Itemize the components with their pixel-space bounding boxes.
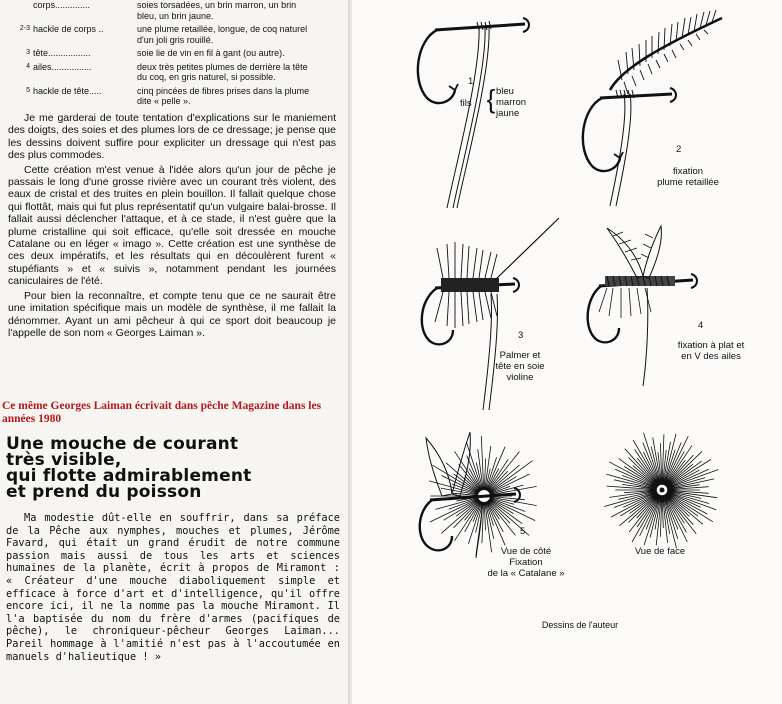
color-label: jaune — [496, 108, 520, 119]
caption-line: fixation à plat et — [677, 340, 745, 351]
caption-line: Vue de face — [634, 546, 686, 557]
paragraph: Ma modestie dût-elle en souffrir, dans sa préface de la Pêche aux nymphes, mouches et plumes, Jérôme Favard, qui était un grand érudit de notre commune passion mais aussi de tous les arts et sciences humaines de la planète, écrit à propos de Miramont : « Créateur d'une mouche diaboliquement simple et efficace à force d'art et d'intelligence, qu'il offre encore ici, il ne la nomme pas la mouche Miramont. Il l'a baptisée du nom du frère d'armes (pacifiques de pêche), le chroniqueur-pêcheur Georges Laiman... Pareil hommage à l'amitié n'est pas à l'accoutumée en manuels d'halieutique ! » — [6, 512, 340, 663]
figure-2-number: 2 — [676, 144, 682, 155]
paragraph: Pour bien la reconnaître, et compte tenu que ce ne saurait être une imitation spécifique mais un modèle de synthèse, il me fallait la dénommer. Ayant un ami pêcheur à qui ce sport doit beaucoup je l'appelle de son nom « Georges Laiman ». — [8, 289, 336, 339]
legend-term: hackle de tête..... — [33, 85, 102, 96]
headline-line: Une mouche de courant — [6, 434, 239, 454]
legend-term: hackle de corps .. — [33, 24, 104, 34]
figure-3-number: 3 — [518, 330, 524, 341]
figure-1-number: 1 — [468, 76, 474, 87]
legend-row — [14, 24, 314, 45]
legend-num: 3 — [26, 49, 30, 56]
drawing-credit: Dessins de l'auteur — [541, 620, 619, 630]
legend-def: soies torsadées, un brin marron, un brin bleu, un brin jaune. — [137, 0, 297, 21]
legend-def: deux très petites plumes de derrière la tête du coq, en gris naturel, si possible. — [137, 61, 308, 82]
legend-def: cinq pincées de fibres prises dans la plume dite « pelle ». — [137, 85, 310, 106]
caption-line: Palmer et — [499, 350, 541, 361]
caption-line: violine — [506, 372, 534, 383]
intro-text — [8, 112, 336, 341]
legend-term: tête................. — [33, 48, 91, 58]
figure-4-number: 4 — [698, 320, 704, 331]
legend-num: 2-3 — [19, 25, 30, 32]
red-annotation: Ce même Georges Laiman écrivait dans pêche Magazine dans les années 1980 — [2, 400, 322, 425]
legend-num: 5 — [26, 86, 30, 94]
figure-3-caption — [480, 350, 560, 383]
legend-term: corps.............. — [33, 0, 91, 10]
caption-line: en V des ailes — [681, 351, 741, 362]
caption-line: fixation — [672, 166, 704, 177]
legend-row — [14, 0, 314, 21]
legend-term: ailes................ — [33, 61, 92, 72]
figure-2-caption — [638, 166, 738, 188]
figure-4-caption — [656, 340, 766, 362]
brace-icon: { — [486, 84, 496, 114]
caption-line: Fixation — [509, 557, 543, 568]
figure-5-caption — [478, 546, 574, 579]
caption-line: Vue de côté — [500, 546, 552, 557]
color-label: bleu — [496, 86, 514, 97]
headline-line: et prend du poisson — [6, 482, 202, 502]
figure-4-wings-drawing — [577, 218, 707, 388]
paragraph: Cette création m'est venue à l'idée alors qu'un jour de pêche je passais le long d'une grosse rivière avec un courant très violent, des eaux de cristal et des truites en plein bouillon. Il fallait quelque chose qui flottât, mais qui fut plus représentatif qu'un vulgaire balai-brosse. Il fallait aussi déclencher l'attaque, et à ce stade, il n'est guère que la plume cristalline qui soit efficace, qu'elle soit dressée en mouche Catalane ou en léger « imago ». Cette création est une synthèse de ces deux impératifs, et les résultats qui en découlèrent furent « stupéfiants » et « suivis », notamment pendant les journées caniculaires de l'été. — [8, 163, 336, 288]
caption-line: plume retaillée — [657, 177, 719, 188]
left-page — [0, 0, 352, 704]
figure-6-caption — [620, 546, 700, 557]
color-label: marron — [496, 97, 527, 108]
figure-5-catalane-side-drawing — [412, 420, 552, 560]
caption-line: de la « Catalane » — [487, 568, 565, 579]
legend-num — [14, 0, 33, 21]
headline-line: qui flotte admirablement — [6, 466, 252, 486]
figure-1-fils-label: fils — [460, 98, 472, 109]
figure-1-colors — [496, 86, 546, 119]
headline-line: très visible, — [6, 450, 122, 470]
paragraph: Je me garderai de toute tentation d'explications sur le maniement des doigts, des soies et des plumes lors de ce dressage; je pense que les dessins doivent suffire pour expliciter un dressage qui n'est pas des plus commodes. — [8, 112, 336, 162]
figure-5-number: 5 — [520, 526, 526, 537]
caption-line: tête en soie — [495, 361, 545, 372]
article-headline — [6, 436, 336, 500]
legend-row — [14, 62, 314, 83]
legend-def: une plume retaillée, longue, de coq naturel d'un joli gris rouillé. — [137, 24, 308, 45]
legend-row — [14, 48, 314, 59]
legend-row — [14, 86, 314, 107]
materials-legend — [14, 0, 314, 110]
right-page — [352, 0, 782, 704]
legend-def: soie lie de vin en fil à gant (ou autre). — [137, 48, 285, 58]
legend-num: 4 — [26, 62, 30, 70]
article-text — [6, 512, 340, 663]
figure-6-catalane-front-drawing — [592, 418, 732, 538]
